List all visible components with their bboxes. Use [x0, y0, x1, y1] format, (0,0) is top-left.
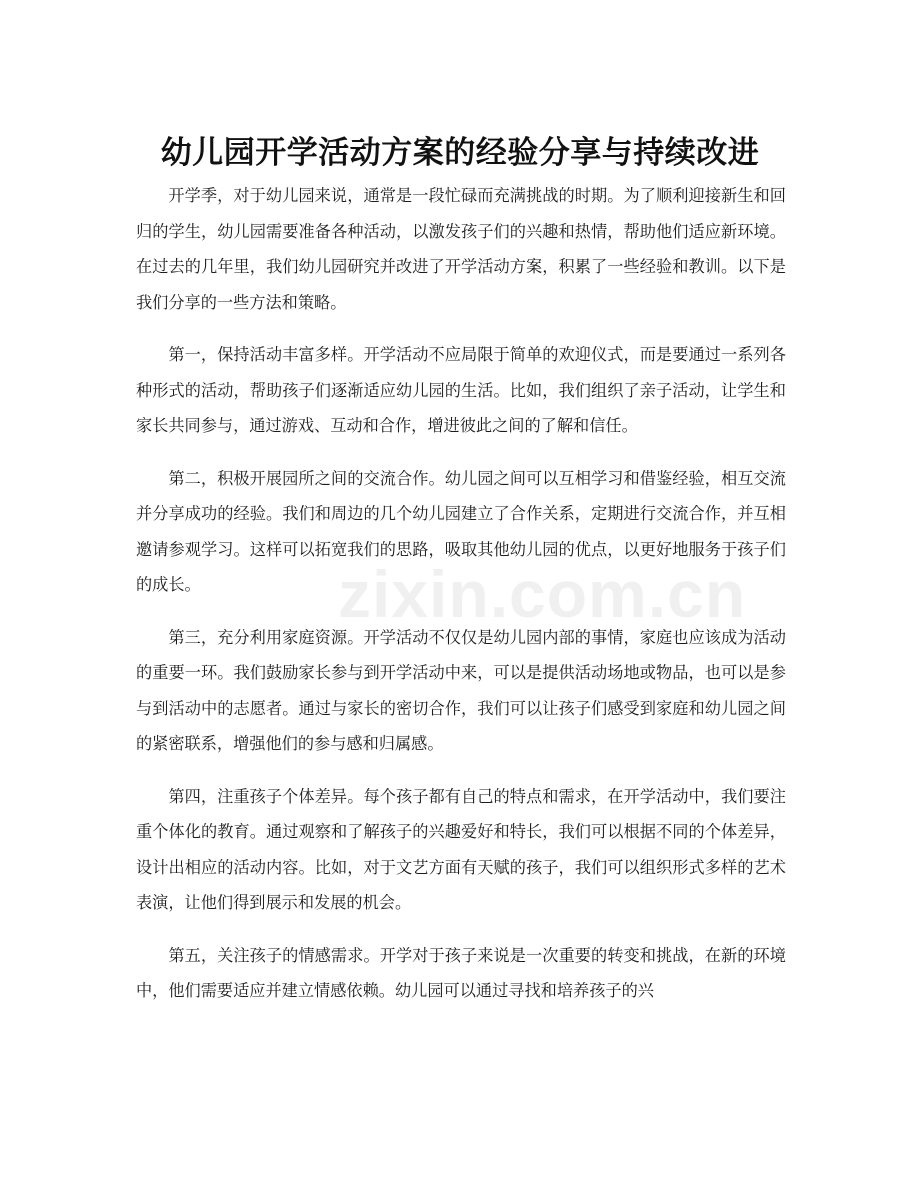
- paragraph-first-point: 第一，保持活动丰富多样。开学活动不应局限于简单的欢迎仪式，而是要通过一系列各种形式的活动，帮助孩子们逐渐适应幼儿园的生活。比如，我们组织了亲子活动，让学生和家长共同参与，通过游戏、互动和合作，增进彼此之间的了解和信任。: [136, 345, 786, 435]
- watermark: zixin.com.cn: [338, 557, 747, 631]
- paragraph-third-point: 第三，充分利用家庭资源。开学活动不仅仅是幼儿园内部的事情，家庭也应该成为活动的重要一环。我们鼓励家长参与到开学活动中来，可以是提供活动场地或物品，也可以是参与到活动中的志愿者。通过与家长的密切合作，我们可以让孩子们感受到家庭和幼儿园之间的紧密联系，增强他们的参与感和归属感。: [136, 627, 786, 753]
- paragraph-fourth-point: 第四，注重孩子个体差异。每个孩子都有自己的特点和需求，在开学活动中，我们要注重个体化的教育。通过观察和了解孩子的兴趣爱好和特长，我们可以根据不同的个体差异，设计出相应的活动内容。比如，对于文艺方面有天赋的孩子，我们可以组织形式多样的艺术表演，让他们得到展示和发展的机会。: [136, 786, 786, 912]
- document-title: 幼儿园开学活动方案的经验分享与持续改进: [160, 134, 760, 171]
- paragraph-fifth-point: 第五，关注孩子的情感需求。开学对于孩子来说是一次重要的转变和挑战，在新的环境中，他们需要适应并建立情感依赖。幼儿园可以通过寻找和培养孩子的兴: [136, 945, 786, 1000]
- paragraph-second-point: 第二，积极开展园所之间的交流合作。幼儿园之间可以互相学习和借鉴经验，相互交流并分享成功的经验。我们和周边的几个幼儿园建立了合作关系，定期进行交流合作，并互相邀请参观学习。这样可以拓宽我们的思路，吸取其他幼儿园的优点，以更好地服务于孩子们的成长。: [136, 468, 786, 594]
- paragraph-intro: 开学季，对于幼儿园来说，通常是一段忙碌而充满挑战的时期。为了顺利迎接新生和回归的学生，幼儿园需要准备各种活动，以激发孩子们的兴趣和热情，帮助他们适应新环境。在过去的几年里，我们幼儿园研究并改进了开学活动方案，积累了一些经验和教训。以下是我们分享的一些方法和策略。: [136, 186, 786, 312]
- document-body: [136, 178, 786, 1026]
